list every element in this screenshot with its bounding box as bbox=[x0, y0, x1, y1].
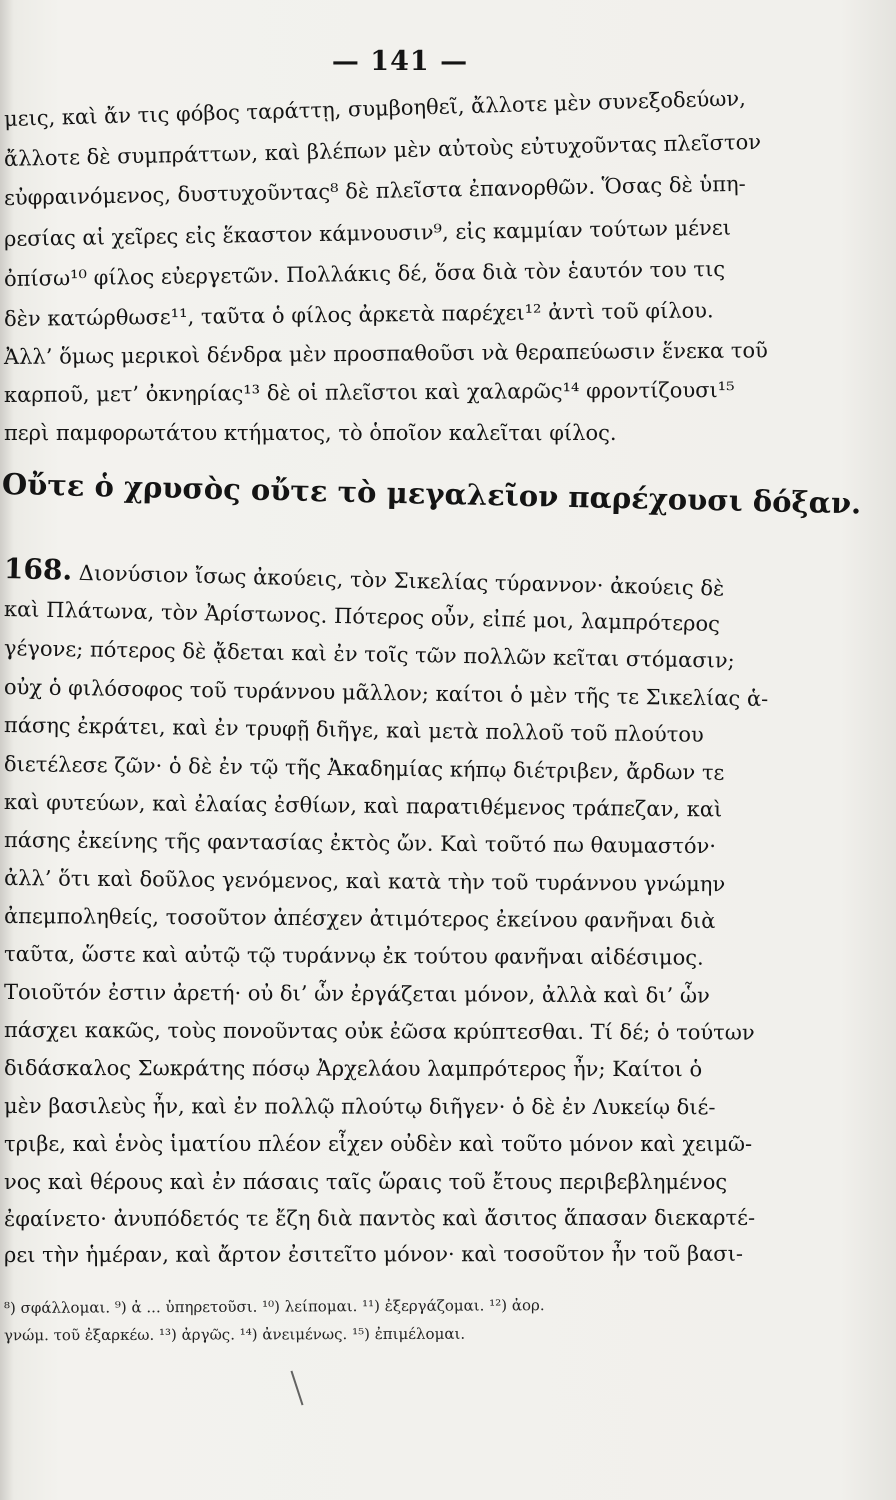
text-line: ταῦτα, ὥστε καὶ αὐτῷ τῷ τυράννῳ ἐκ τούτου φανῆναι αἰδέσιμος. bbox=[3, 942, 704, 970]
text-line: ἐφαίνετο· ἀνυπόδετός τε ἔζη διὰ παντὸς καὶ ἄσιτος ἅπασαν διεκαρτέ- bbox=[3, 1205, 756, 1231]
text-line: νος καὶ θέρους καὶ ἐν πάσαις ταῖς ὥραις τοῦ ἔτους περιβεβλημένος bbox=[4, 1170, 728, 1194]
text-line: μὲν βασιλεὺς ἦν, καὶ ἐν πολλῷ πλούτῳ διῆγεν· ὁ δὲ ἐν Λυκείῳ διέ- bbox=[3, 1094, 716, 1120]
text-line: εὐφραινόμενος, δυστυχοῦντας⁸ δὲ πλεῖστα ἐπανορθῶν. Ὅσας δὲ ὑπη- bbox=[3, 171, 746, 210]
text-line: ρει τὴν ἡμέραν, καὶ ἄρτον ἐσιτεῖτο μόνον· καὶ τοσοῦτον ἦν τοῦ βασι- bbox=[3, 1241, 743, 1267]
text-line: ἀπεμποληθείς, τοσοῦτον ἀπέσχεν ἀτιμότερος ἐκείνου φανῆναι διὰ bbox=[3, 904, 716, 933]
text-line: γέγονε; πότερος δὲ ᾄδεται καὶ ἐν τοῖς τῶν πολλῶν κεῖται στόμασιν; bbox=[3, 636, 735, 673]
text-line: καρποῦ, μετ’ ὀκνηρίας¹³ δὲ οἱ πλεῖστοι καὶ χαλαρῶς¹⁴ φροντίζουσι¹⁵ bbox=[3, 377, 735, 407]
text-line: τριβε, καὶ ἑνὸς ἱματίου πλέον εἶχεν οὐδὲν καὶ τοῦτο μόνον καὶ χειμῶ- bbox=[4, 1132, 753, 1156]
text-line: περὶ παμφορωτάτου κτήματος, τὸ ὁποῖον καλεῖται φίλος. bbox=[4, 421, 617, 445]
text-line: πάσχει κακῶς, τοὺς πονοῦντας οὐκ ἐῶσα κρύπτεσθαι. Τί δέ; ὁ τούτων bbox=[3, 1018, 755, 1045]
text-line: ρεσίας αἱ χεῖρες εἰς ἕκαστον κάμνουσιν⁹, εἰς καμμίαν τούτων μένει bbox=[3, 215, 732, 251]
section-heading: Οὔτε ὁ χρυσὸς οὔτε τὸ μεγαλεῖον παρέχουσι δόξαν. bbox=[1, 467, 862, 521]
text-line: ὀπίσω¹⁰ φίλος εὐεργετῶν. Πολλάκις δέ, ὅσα διὰ τὸν ἑαυτόν του τις bbox=[3, 256, 726, 291]
text-line: μεις, καὶ ἄν τις φόβος ταράττῃ, συμβοηθεῖ, ἄλλοτε μὲν συνεξοδεύων, bbox=[3, 86, 747, 131]
text-line: καὶ Πλάτωνα, τὸν Ἀρίστωνος. Πότερος οὖν, εἰπέ μοι, λαμπρότερος bbox=[3, 597, 721, 636]
page-number: — 141 — bbox=[331, 46, 469, 77]
ink-mark bbox=[290, 1371, 303, 1406]
footnote-line: γνώμ. τοῦ ἐξαρκέω. ¹³) ἀργῶς. ¹⁴) ἀνειμένως. ¹⁵) ἐπιμέλομαι. bbox=[3, 1324, 466, 1345]
text-line: πάσης ἐκράτει, καὶ ἐν τρυφῇ διῆγε, καὶ μετὰ πολλοῦ τοῦ πλούτου bbox=[3, 713, 704, 747]
text-line: Ἀλλ’ ὅμως μερικοὶ δένδρα μὲν προσπαθοῦσι νὰ θεραπεύωσιν ἕνεκα τοῦ bbox=[3, 338, 768, 369]
text-line: ἀλλ’ ὅτι καὶ δοῦλος γενόμενος, καὶ κατὰ τὴν τοῦ τυράννου γνώμην bbox=[3, 866, 726, 897]
text-line: δὲν κατώρθωσε¹¹, ταῦτα ὁ φίλος ἀρκετὰ παρέχει¹² ἀντὶ τοῦ φίλου. bbox=[3, 298, 714, 331]
text-line: Τοιοῦτόν ἐστιν ἀρετή· οὐ δι’ ὧν ἐργάζεται μόνον, ἀλλὰ καὶ δι’ ὧν bbox=[3, 980, 710, 1008]
text-line: καὶ φυτεύων, καὶ ἐλαίας ἐσθίων, καὶ παρατιθέμενος τράπεζαν, καὶ bbox=[3, 790, 723, 822]
text-line: διδάσκαλος Σωκράτης πόσῳ Ἀρχελάου λαμπρότερος ἦν; Καίτοι ὁ bbox=[3, 1056, 703, 1082]
text-line: διετέλεσε ζῶν· ὁ δὲ ἐν τῷ τῆς Ἀκαδημίας κήπῳ διέτριβεν, ἄρδων τε bbox=[3, 752, 725, 785]
text-line-content: Διονύσιον ἴσως ἀκούεις, τὸν Σικελίας τύραννον· ἀκούεις δὲ bbox=[71, 560, 725, 601]
text-line: πάσης ἐκείνης τῆς φαντασίας ἐκτὸς ὤν. Καὶ τοῦτό πω θαυμαστόν· bbox=[3, 828, 717, 859]
section-number: 168. bbox=[3, 552, 73, 587]
footnote-line: ⁸) σφάλλομαι. ⁹) ἀ ... ὑπηρετοῦσι. ¹⁰) λείπομαι. ¹¹) ἐξεργάζομαι. ¹²) ἀορ. bbox=[3, 1296, 545, 1317]
text-line: ἄλλοτε δὲ συμπράττων, καὶ βλέπων μὲν αὐτοὺς εὐτυχοῦντας πλεῖστον bbox=[3, 129, 762, 171]
text-line: οὐχ ὁ φιλόσοφος τοῦ τυράννου μᾶλλον; καίτοι ὁ μὲν τῆς τε Σικελίας ἁ- bbox=[3, 675, 769, 712]
